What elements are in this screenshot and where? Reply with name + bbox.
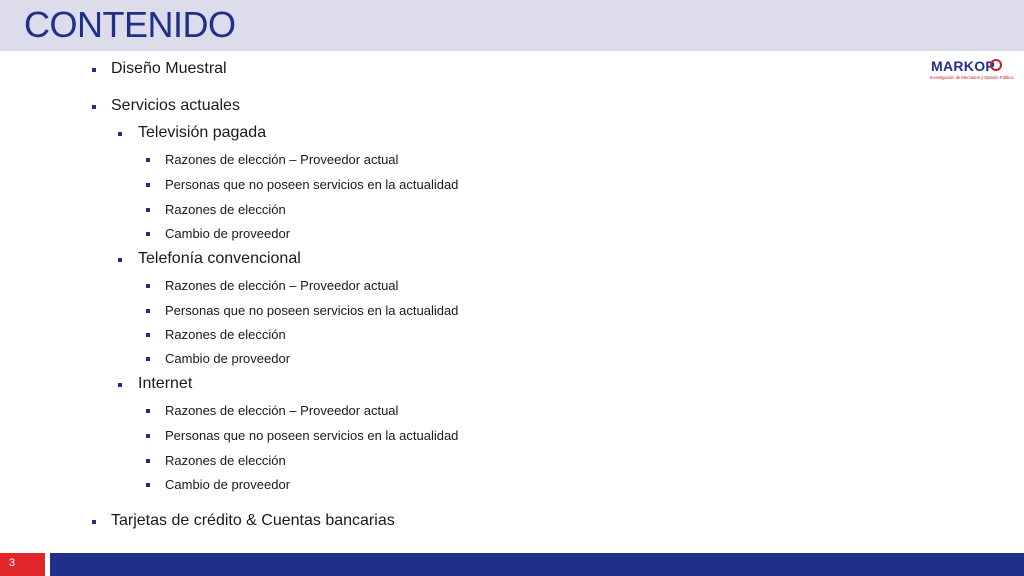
bullet-marker (146, 483, 150, 487)
list-item-level-3: Personas que no poseen servicios en la actualidad (165, 177, 459, 192)
bullet-marker (118, 258, 122, 262)
bullet-marker (146, 284, 150, 288)
list-item-level-3: Cambio de proveedor (165, 477, 291, 492)
footer-bar (50, 553, 1024, 576)
logo-ring-icon (990, 59, 1002, 71)
list-item-level-2: Telefonía convencional (138, 250, 301, 267)
list-item-level-1: Tarjetas de crédito & Cuentas bancarias (111, 512, 395, 529)
bullet-marker (146, 357, 150, 361)
list-item-level-3: Razones de elección – Proveedor actual (165, 403, 399, 418)
bullet-marker (146, 409, 150, 413)
list-item-level-3: Cambio de proveedor (165, 226, 291, 241)
slide-title: CONTENIDO (24, 4, 236, 45)
list-item-level-3: Razones de elección – Proveedor actual (165, 152, 399, 167)
bullet-marker (146, 232, 150, 236)
logo-tagline: Investigación de Mercados y Opinión Pública (930, 75, 1014, 80)
list-item-level-3: Cambio de proveedor (165, 351, 291, 366)
markop-logo (928, 58, 1016, 82)
list-item-level-3: Razones de elección – Proveedor actual (165, 278, 399, 293)
bullet-marker (118, 383, 122, 387)
page-number-box (0, 553, 45, 576)
bullet-marker (146, 183, 150, 187)
bullet-marker (146, 309, 150, 313)
bullet-marker (146, 434, 150, 438)
bullet-marker (146, 208, 150, 212)
list-item-level-1: Servicios actuales (111, 97, 240, 114)
list-item-level-3: Razones de elección (165, 202, 286, 217)
bullet-marker (146, 158, 150, 162)
list-item-level-3: Razones de elección (165, 453, 286, 468)
bullet-marker (146, 333, 150, 337)
logo-name: MARKOP (931, 58, 996, 74)
list-item-level-2: Internet (138, 375, 193, 392)
bullet-marker (118, 132, 122, 136)
list-item-level-3: Razones de elección (165, 327, 286, 342)
list-item-level-3: Personas que no poseen servicios en la actualidad (165, 428, 459, 443)
list-item-level-1: Diseño Muestral (111, 60, 227, 77)
page-number: 3 (9, 557, 16, 569)
list-item-level-2: Televisión pagada (138, 124, 267, 141)
bullet-marker (92, 68, 96, 72)
bullet-marker (92, 520, 96, 524)
bullet-marker (146, 459, 150, 463)
bullet-marker (92, 105, 96, 109)
list-item-level-3: Personas que no poseen servicios en la actualidad (165, 303, 459, 318)
